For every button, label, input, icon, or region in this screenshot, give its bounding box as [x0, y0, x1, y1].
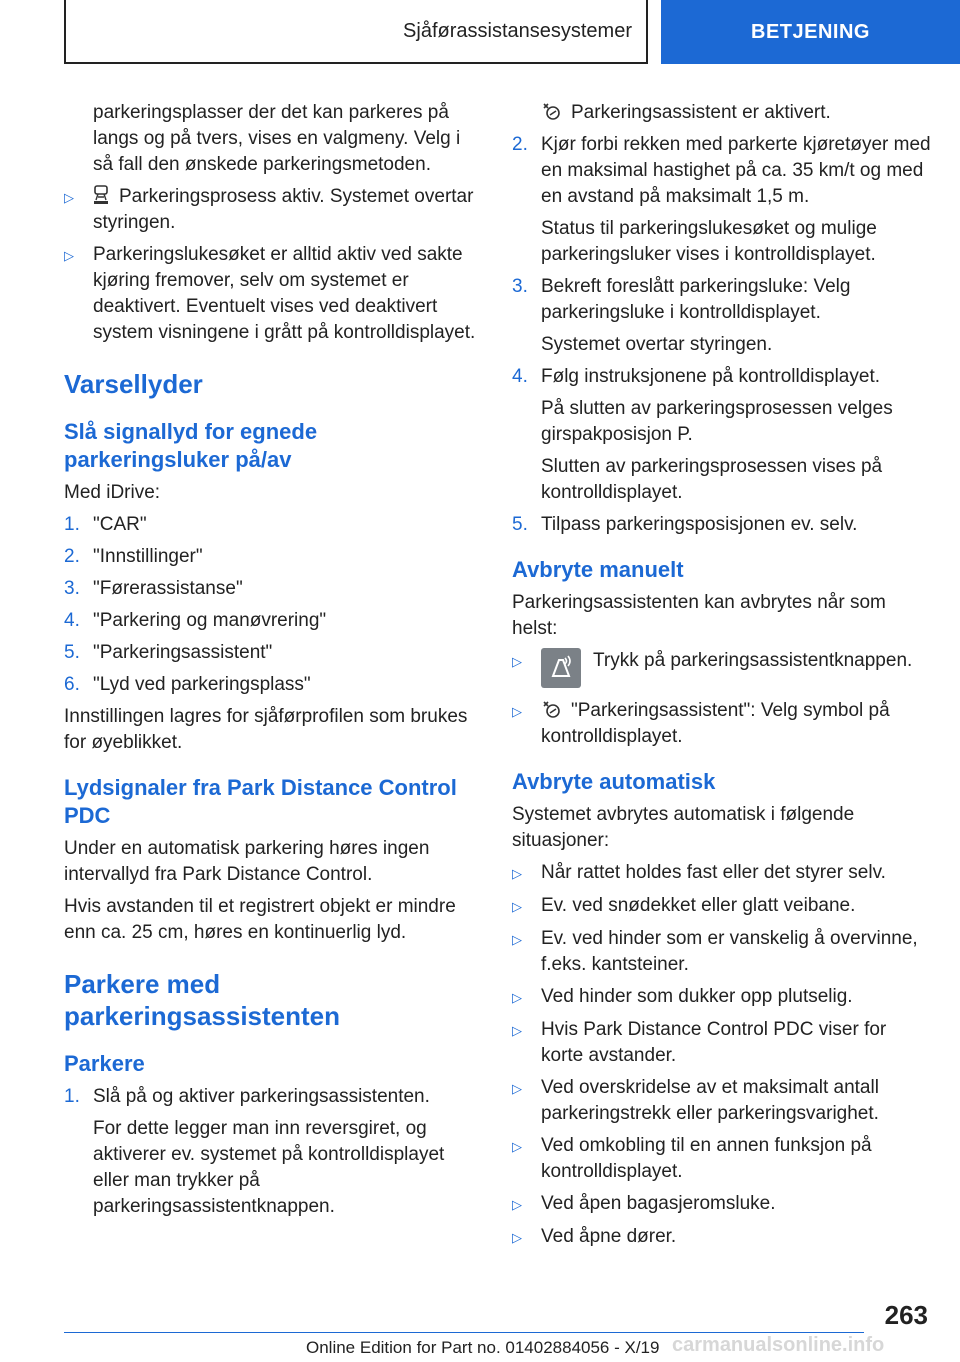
step-text: "Parkering og manøvrering": [93, 610, 327, 631]
step-number: 2.: [64, 546, 80, 567]
heading-lydsignaler: Lydsignaler fra Park Distance Control PDC: [64, 775, 457, 828]
step-text: "CAR": [93, 514, 147, 535]
step-number: 5.: [64, 642, 80, 663]
bullet-text: Hvis Park Distance Control PDC viser for korte avstander.: [541, 1019, 887, 1066]
step-number: 3.: [512, 276, 528, 297]
left-column: [64, 100, 484, 1226]
bullet-text: Ved hinder som dukker opp plutselig.: [541, 986, 853, 1007]
heading-avbryte-automatisk: Avbryte automatisk: [512, 769, 716, 794]
step-number: 1.: [64, 1086, 80, 1107]
bullet-text: Parkeringslukesøket er alltid aktiv ved sakte kjøring fremover, selv om systemet er deaktivert. Eventuelt vises ved deaktivert system visningene i grått på kontrolldisplayet.: [93, 244, 476, 343]
heading-parkere-med: Parkere med parkeringsassistenten: [64, 969, 341, 1031]
list-item: [512, 512, 932, 538]
list-item: [512, 860, 932, 887]
heading-avbryte-manuelt: Avbryte manuelt: [512, 557, 684, 582]
bullet-text: "Parkeringsassistent": Velg symbol på kontrolldisplayet.: [541, 700, 890, 747]
activated-text: Parkeringsassistent er aktivert.: [571, 102, 831, 123]
bullet-marker: ▷: [64, 190, 74, 205]
heading-signallyd: Slå signallyd for egnede parkeringsluker på/av: [64, 419, 318, 472]
parking-assistant-icon: [541, 699, 561, 719]
bullet-marker: ▷: [512, 866, 522, 881]
list-item: [512, 1075, 932, 1127]
footer-divider: [64, 1332, 864, 1333]
manuelt-paragraph: Parkeringsassistenten kan avbrytes når som helst:: [512, 592, 886, 639]
step-text: Slå på og aktiver parkeringsassistenten.: [93, 1086, 430, 1107]
list-item: [64, 512, 484, 538]
bullet-marker: ▷: [512, 990, 522, 1005]
bullet-marker: ▷: [512, 932, 522, 947]
bullet-text: Trykk på parkeringsassistentknappen.: [593, 650, 913, 671]
bullet-marker: ▷: [512, 1081, 522, 1096]
step-subtext: Systemet overtar styringen.: [541, 334, 773, 355]
bullet-marker: ▷: [512, 899, 522, 914]
step-number: 6.: [64, 674, 80, 695]
list-item: [64, 608, 484, 634]
list-item: [512, 1017, 932, 1069]
chapter-title: BETJENING: [751, 20, 870, 43]
list-item: [64, 672, 484, 698]
list-item: [64, 1084, 484, 1110]
list-item: [512, 1133, 932, 1185]
list-item: [64, 184, 484, 236]
activated-paragraph: [512, 100, 932, 126]
step-text: "Innstillinger": [93, 546, 203, 567]
heading-varsellyder: Varsellyder: [64, 369, 203, 399]
list-item: [64, 544, 484, 570]
stored-paragraph: Innstillingen lagres for sjåførprofilen som brukes for øyeblikket.: [64, 706, 468, 753]
step-number: 4.: [64, 610, 80, 631]
heading-parkere: Parkere: [64, 1051, 145, 1076]
right-column: [512, 100, 932, 1257]
step-subtext: På slutten av parkeringsprosessen velges girspakposisjon P.: [541, 398, 893, 445]
list-item: [64, 640, 484, 666]
bullet-text: Når rattet holdes fast eller det styrer selv.: [541, 862, 886, 883]
bullet-marker: ▷: [512, 1139, 522, 1154]
list-item: [64, 242, 484, 346]
list-item: [512, 926, 932, 978]
step-text: "Lyd ved parkeringsplass": [93, 674, 311, 695]
step-number: 4.: [512, 366, 528, 387]
watermark: carmanualsonline.info: [672, 1334, 885, 1356]
bullet-marker: ▷: [512, 704, 522, 719]
list-item: [512, 984, 932, 1011]
step-text: "Førerassistanse": [93, 578, 243, 599]
list-item: [512, 1191, 932, 1218]
step-subtext: For dette legger man inn reversgiret, og aktiverer ev. systemet på kontrolldisplayet eller man trykker på parkeringsassistentknappen.: [93, 1118, 445, 1217]
bullet-marker: ▷: [512, 1023, 522, 1038]
list-item: [512, 1224, 932, 1251]
step-text: Bekreft foreslått parkeringsluke: Velg parkeringsluke i kontrolldisplayet.: [541, 276, 851, 323]
section-title: Sjåførassistansesystemer: [403, 19, 632, 42]
step-text: Kjør forbi rekken med parkerte kjøretøyer med en maksimal hastighet på ca. 35 km/t og med en avstand på maksimalt 1,5 m.: [541, 134, 931, 207]
header-section: [64, 0, 648, 64]
intro-paragraph: parkeringsplasser der det kan parkeres på langs og på tvers, vises en valgmeny. Velg i så fall den ønskede parkeringsmetoden.: [93, 102, 461, 175]
list-item: [512, 274, 932, 326]
bullet-text: Parkeringsprosess aktiv. Systemet overtar styringen.: [93, 186, 474, 233]
med-idrive-text: Med iDrive:: [64, 482, 161, 503]
list-item: [512, 132, 932, 210]
step-number: 3.: [64, 578, 80, 599]
list-item: [512, 648, 932, 688]
list-item: [64, 576, 484, 602]
bullet-marker: ▷: [512, 1230, 522, 1245]
step-number: 2.: [512, 134, 528, 155]
header-chapter[interactable]: [661, 0, 960, 64]
parking-process-icon: [93, 185, 109, 205]
step-text: Tilpass parkeringsposisjonen ev. selv.: [541, 514, 858, 535]
parking-assistant-icon: [541, 101, 561, 121]
lyd-paragraph-2: Hvis avstanden til et registrert objekt er mindre enn ca. 25 cm, høres en kontinuerlig lyd.: [64, 896, 456, 943]
parking-assistant-button-icon: [541, 648, 581, 688]
footer-edition: Online Edition for Part no. 01402884056 - X/19: [306, 1338, 660, 1357]
list-item: [512, 698, 932, 750]
bullet-text: Ev. ved snødekket eller glatt veibane.: [541, 895, 856, 916]
bullet-text: Ved åpne dører.: [541, 1226, 677, 1247]
bullet-marker: ▷: [512, 654, 522, 669]
list-item: [512, 364, 932, 390]
bullet-text: Ved omkobling til en annen funksjon på kontrolldisplayet.: [541, 1135, 872, 1182]
auto-paragraph: Systemet avbrytes automatisk i følgende situasjoner:: [512, 804, 855, 851]
bullet-text: Ev. ved hinder som er vanskelig å overvinne, f.eks. kantsteiner.: [541, 928, 918, 975]
bullet-marker: ▷: [512, 1197, 522, 1212]
page-number: 263: [884, 1300, 928, 1330]
step-number: 5.: [512, 514, 528, 535]
step-subtext: Status til parkeringslukesøket og mulige parkeringsluker vises i kontrolldisplayet.: [541, 218, 877, 265]
step-text: "Parkeringsassistent": [93, 642, 273, 663]
step-number: 1.: [64, 514, 80, 535]
bullet-text: Ved overskridelse av et maksimalt antall parkeringstrekk eller parkeringsvarighet.: [541, 1077, 879, 1124]
lyd-paragraph-1: Under en automatisk parkering høres ingen intervallyd fra Park Distance Control.: [64, 838, 430, 885]
bullet-text: Ved åpen bagasjeromsluke.: [541, 1193, 776, 1214]
list-item: [512, 893, 932, 920]
step-text: Følg instruksjonene på kontrolldisplayet.: [541, 366, 881, 387]
bullet-marker: ▷: [64, 248, 74, 263]
step-subtext: Slutten av parkeringsprosessen vises på kontrolldisplayet.: [541, 456, 883, 503]
